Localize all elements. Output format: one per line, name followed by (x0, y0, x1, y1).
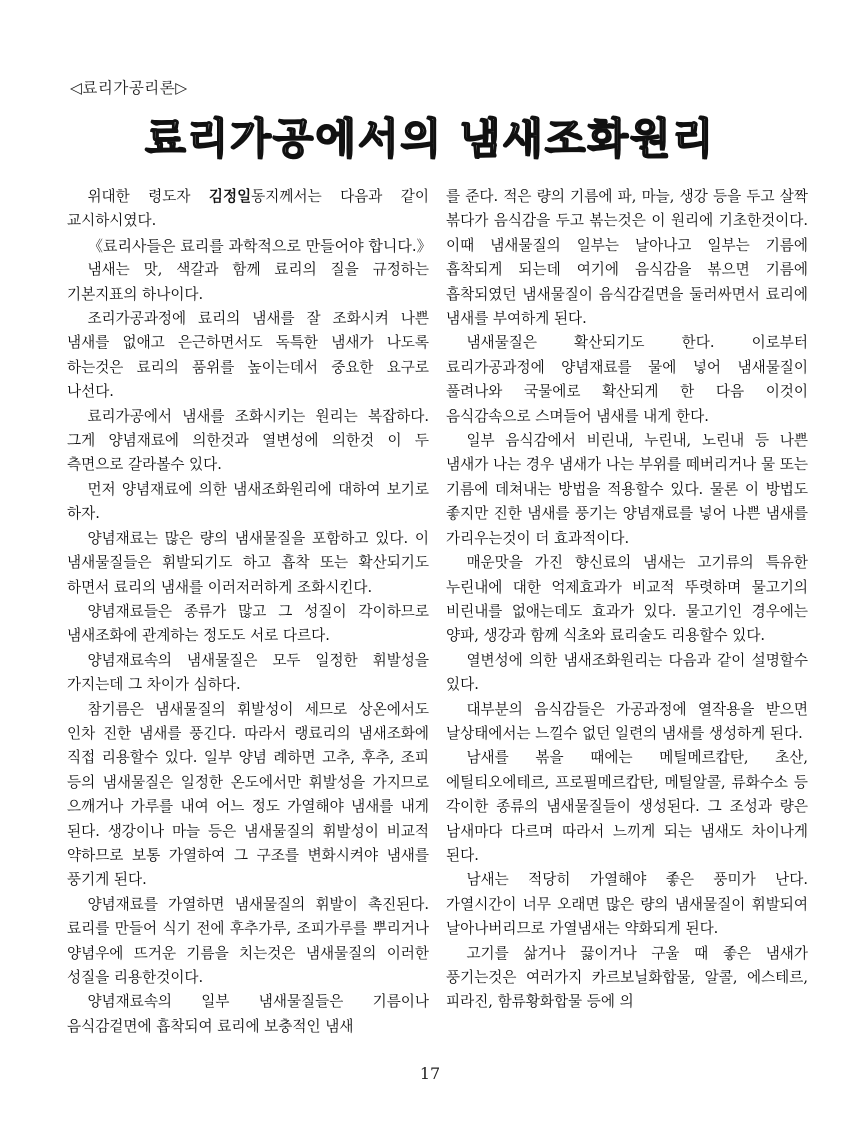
body-paragraph: 냄새물질은 확산되기도 한다. 이로부터 료리가공과정에 양념재료를 물에 넣어 냄새물질이 풀려나와 국물에로 확산되게 한 다음 이것이 음식감속으로 스며들어 냄새를 내게 한다. (446, 334, 808, 425)
quote-paragraph: 《료리사들은 료리를 과학적으로 만들어야 합니다.》 (88, 236, 432, 255)
body-paragraph: 남새는 적당히 가열해야 좋은 풍미가 난다. 가열시간이 너무 오래면 많은 량의 냄새물질이 휘발되여 날아나버리므로 가열냄새는 약화되게 된다. (446, 871, 808, 938)
body-paragraph: 대부분의 음식감들은 가공과정에 열작용을 받으면 날상태에서는 느낄수 없던 일련의 냄새를 생성하게 된다. (446, 700, 808, 742)
body-paragraph: 먼저 양념재료에 의한 냄새조화원리에 대하여 보기로 하자. (67, 480, 429, 523)
intro-paragraph (67, 185, 429, 234)
left-column (67, 185, 432, 1039)
body-paragraph: 열변성에 의한 냄새조화원리는 다음과 같이 설명할수 있다. (446, 651, 808, 694)
body-paragraph: 고기를 삶거나 끓이거나 구울 때 좋은 냄새가 풍기는것은 여러가지 카르보닐화합물, 알콜, 에스테르, 피라진, 함류황화합물 등에 의 (446, 944, 808, 1011)
right-column (446, 185, 808, 1015)
body-paragraph: 일부 음식감에서 비린내, 누린내, 노린내 등 나쁜 냄새가 나는 경우 냄새가 나는 부위를 떼버리거나 물 또는 기름에 데쳐내는 방법을 적용할수 있다. 물론 이 방법도 좋지만 진한 냄새를 풍기는 양념재료를 넣어 나쁜 냄새를 가리우는것이 더 효과적이다. (446, 432, 808, 547)
body-paragraph: 양념재료를 가열하면 냄새물질의 휘발이 촉진된다. 료리를 만들어 식기 전에 후추가루, 조피가루를 뿌리거나 양념우에 뜨거운 기름을 치는것은 냄새물질의 이러한 성질을 리용한것이다. (67, 895, 429, 986)
body-paragraph: 조리가공과정에 료리의 냄새를 잘 조화시켜 나쁜 냄새를 없애고 은근하면서도 독특한 냄새가 나도록 하는것은 료리의 품위를 높이는데서 중요한 요구로 나선다. (67, 310, 429, 401)
leader-name: 김정일 (208, 188, 252, 205)
body-paragraph: 매운맛을 가진 향신료의 냄새는 고기류의 특유한 누린내에 대한 억제효과가 비교적 뚜렷하며 물고기의 비린내를 없애는데도 효과가 있다. 물고기인 경우에는 양파, 생강과 함께 식초와 료리술도 리용할수 있다. (446, 554, 808, 645)
body-paragraph: 양념재료는 많은 량의 냄새물질을 포함하고 있다. 이 냄새물질들은 휘발되기도 하고 흡착 또는 확산되기도 하면서 료리의 냄새를 이러저러하게 조화시킨다. (67, 529, 429, 596)
continued-paragraph: 를 준다. 적은 량의 기름에 파, 마늘, 생강 등을 두고 살짝 볶다가 음식감을 두고 볶는것은 이 원리에 기초한것이다. 이때 냄새물질의 일부는 날아나고 일부는 기름에 흡착되게 되는데 여기에 음식감을 볶으면 기름에 흡착되였던 냄새물질이 음식감겉면을 둘러싸면서 료리에 냄새를 부여하게 된다. (446, 188, 808, 328)
page-number: 17 (419, 1064, 441, 1083)
section-label: ◁료리가공리론▷ (70, 79, 188, 97)
article-title: 료리가공에서의 냄새조화원리 (144, 114, 716, 163)
body-paragraph: 양념재료속의 일부 냄새물질들은 기름이나 음식감겉면에 흡착되여 료리에 보충적인 냄새 (67, 993, 429, 1035)
body-paragraph: 양념재료속의 냄새물질은 모두 일정한 휘발성을 가지는데 그 차이가 심하다. (67, 651, 429, 694)
body-paragraph: 냄새는 맛, 색갈과 함께 료리의 질을 규정하는 기본지표의 하나이다. (67, 261, 429, 303)
intro-text-post: 동지께서는 다음과 같이 교시하시였다. (67, 188, 429, 230)
body-paragraph: 료리가공에서 냄새를 조화시키는 원리는 복잡하다. 그게 양념재료에 의한것과 열변성에 의한것 이 두 측면으로 갈라볼수 있다. (67, 407, 429, 474)
body-paragraph: 남새를 볶을 때에는 메틸메르캅탄, 초산, 에틸티오에테르, 프로필메르캅탄, 메틸알콜, 류화수소 등 각이한 종류의 냄새물질들이 생성된다. 그 조성과 량은 남새마다 다르며 따라서 느끼게 되는 냄새도 차이나게 된다. (446, 749, 808, 864)
body-paragraph: 참기름은 냄새물질의 휘발성이 세므로 상온에서도 인차 진한 냄새를 풍긴다. 따라서 랭료리의 냄새조화에 직접 리용할수 있다. 일부 양념 례하면 고추, 후추, 조피 등의 냄새물질은 일정한 온도에서만 휘발성을 가지므로 으깨거나 가루를 내여 어느 정도 가열해야 냄새를 내게 된다. 생강이나 마늘 등은 냄새물질의 휘발성이 비교적 약하므로 보통 가열하여 그 구조를 변화시켜야 냄새를 풍기게 된다. (67, 700, 429, 889)
intro-text-pre: 위대한 령도자 (87, 188, 209, 205)
body-paragraph: 양념재료들은 종류가 많고 그 성질이 각이하므로 냄새조화에 관계하는 정도도 서로 다르다. (67, 602, 429, 645)
